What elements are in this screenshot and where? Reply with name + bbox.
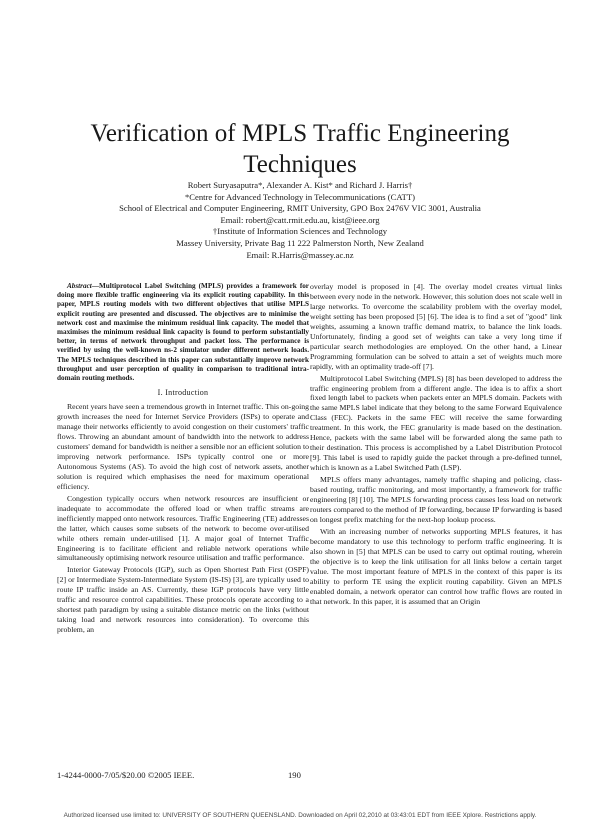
paragraph: With an increasing number of networks supporting MPLS features, it has become mandatory to use this technology to perform traffic engineering. It is also shown in [5] that MPLS can be used to carry out optimal routing, wherein the objective is to keep the link utilisation for all links below a certain target value. The most important feature of MPLS in the context of this paper is its ability to perform TE using the explicit routing capability. Given an MPLS enabled domain, a network operator can control how traffic flows are routed in that network. In this paper, it is assumed that an Origin xyxy=(310,526,562,606)
license-notice: Authorized licensed use limited to: UNIVERSITY OF SOUTHERN QUEENSLAND. Downloaded on April 02,2010 at 03:43:01 EDT from IEEE Xplore. Restrictions apply. xyxy=(63,812,537,819)
paragraph: Congestion typically occurs when network resources are insufficient or inadequate to accommodate the offered load or when traffic streams are inefficiently mapped onto network resources. Traffic Engineering (TE) addresses the latter, which causes some subsets of the network to become over-utilised while others remain under-utilised [1]. A major goal of Internet Traffic Engineering is to facilitate efficient and reliable network operations while simultaneously optimising network resource utilisation and traffic performance. xyxy=(57,493,309,563)
paragraph: Recent years have seen a tremendous growth in Internet traffic. This on-going growth increases the need for Internet Service Providers (ISPs) to operate and manage their networks efficiently to avoid congestion on their customers' traffic flows. Throwing an abundant amount of bandwidth into the network to address customers' demand for bandwidth is neither a sensible nor an efficient solution to improving network performance. ISPs typically control one or more Autonomous Systems (AS). To avoid the high cost of network assets, another solution is required which emphasises the need for maximum operational efficiency. xyxy=(57,402,309,491)
left-column xyxy=(57,282,309,637)
paper-title xyxy=(0,118,600,181)
email-rmit: Email: robert@catt.rmit.edu.au, kist@ieee.org xyxy=(220,214,380,225)
abstract xyxy=(57,282,309,383)
footer-isbn: 1-4244-0000-7/05/$20.00 ©2005 IEEE. xyxy=(57,770,195,780)
title-line-2: Techniques xyxy=(243,151,357,179)
affiliation-rmit: School of Electrical and Computer Engineering, RMIT University, GPO Box 2476V VIC 3001, Australia xyxy=(119,203,481,214)
page-number: 190 xyxy=(288,770,301,780)
affiliation-iist: †Institute of Information Sciences and Technology xyxy=(212,226,388,237)
right-column xyxy=(310,282,562,609)
author-block xyxy=(0,180,600,261)
paragraph: overlay model is proposed in [4]. The overlay model creates virtual links between every node in the network. However, this solution does not scale well in large networks. To overcome the scalability problem with the overlay model, weight setting has been proposed [5] [6]. The idea is to find a set of "good" link weights, assuming a known traffic demand matrix, to balance the link loads. Unfortunately, finding a good set of weights can take a very long time if particular search methodologies are employed. On the other hand, a Linear Programming formulation can be solved to attain a set of weights much more rapidly, with an optimality trade-off [7]. xyxy=(310,282,562,371)
abstract-body: Multiprotocol Label Switching (MPLS) provides a framework for doing more flexible traffic engineering via its explicit routing capability. In this paper, MPLS routing models with two different objectives that utilise MPLS explicit routing are presented and discussed. The objectives are to minimise the network cost and maximise the minimum residual link capacity. The model that maximises the minimum residual link capacity is found to perform substantially better, in terms of network throughput and packet loss. The performance is verified by using the well-known ns-2 simulator under different network loads. The MPLS techniques described in this paper can substantially improve network throughput and user perception of quality in comparison to traditional intra-domain routing methods. xyxy=(57,282,309,383)
paragraph: Interior Gateway Protocols (IGP), such as Open Shortest Path First (OSPF) [2] or Intermediate System-Intermediate System (IS-IS) [3], are typically used to route IP traffic inside an AS. Currently, these IGP protocols have very little traffic and resource control capabilities. These protocols operate according to a shortest path paradigm by using a suitable distance metric on the links (without taking load and network resources into consideration). To overcome this problem, an xyxy=(57,565,309,635)
abstract-lead: Abstract— xyxy=(67,282,99,290)
section-heading-introduction: I. Introduction xyxy=(157,388,209,398)
paragraph: Multiprotocol Label Switching (MPLS) [8] has been developed to address the traffic engineering problem from a different angle. The idea is to affix a short fixed length label to packets when packets enter an MPLS domain. Packets with the same MPLS label indicate that they belong to the same Forward Equivalence Class (FEC). Packets in the same FEC will receive the same forwarding treatment. In this work, the FEC granularity is made based on the destination. Hence, packets with the same label will be forwarded along the same path to their destination. This process is accomplished by a Label Distribution Protocol [9]. This label is used to rapidly guide the packet through a pre-defined tunnel, which is known as a Label Switched Path (LSP). xyxy=(310,373,562,473)
affiliation-massey: Massey University, Private Bag 11 222 Palmerston North, New Zealand xyxy=(176,237,424,248)
title-line-1: Verification of MPLS Traffic Engineering xyxy=(90,120,510,147)
paragraph: MPLS offers many advantages, namely traffic shaping and policing, class-based routing, traffic monitoring, and most importantly, a framework for traffic engineering [8] [10]. The MPLS forwarding process causes less load on network routers compared to the method of IP forwarding, because IP forwarding is based on longest prefix matching for the next-hop lookup process. xyxy=(310,475,562,524)
email-massey: Email: R.Harris@massey.ac.nz xyxy=(246,249,354,260)
author-names: Robert Suryasaputra*, Alexander A. Kist* and Richard J. Harris† xyxy=(187,180,413,190)
affiliation-catt: *Centre for Advanced Technology in Telecommunications (CATT) xyxy=(185,191,415,202)
